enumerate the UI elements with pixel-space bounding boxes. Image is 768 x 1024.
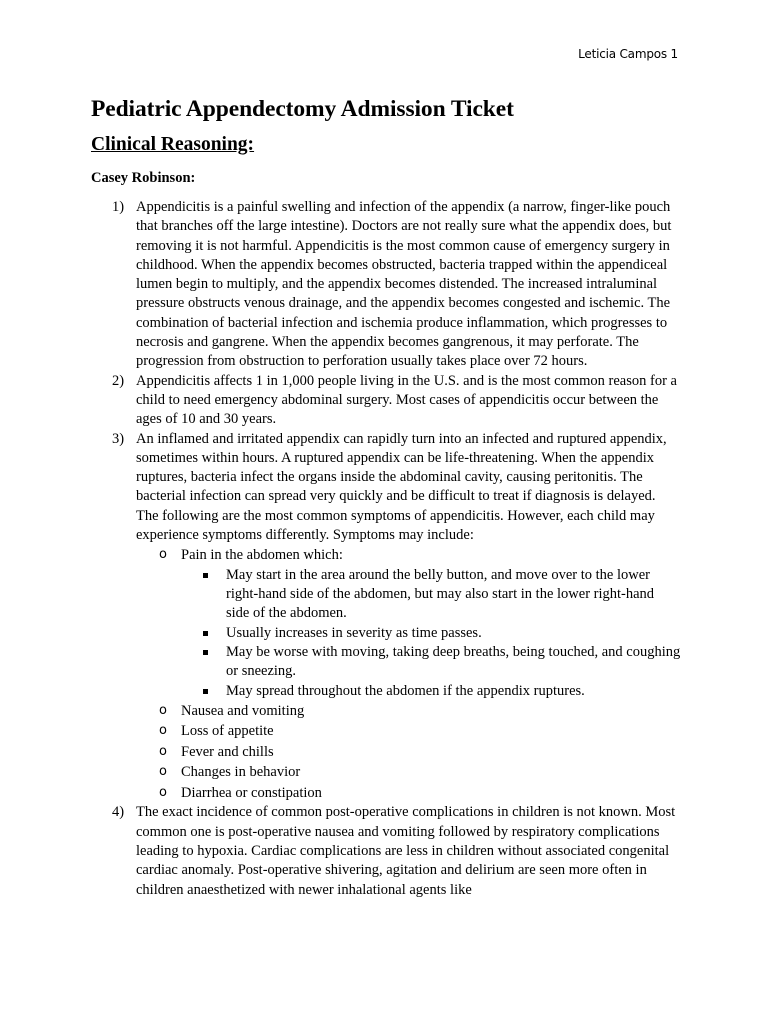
student-name: Casey Robinson: bbox=[91, 170, 196, 186]
symptom-item bbox=[136, 783, 681, 804]
pain-detail-text: May be worse with moving, taking deep breaths, being touched, and coughing or sneezing. bbox=[226, 644, 681, 680]
square-bullet-icon bbox=[203, 689, 208, 694]
numbered-list bbox=[91, 198, 681, 900]
pain-detail-item bbox=[181, 566, 681, 624]
item-text: An inflamed and irritated appendix can rapidly turn into an infected and ruptured appendix, sometimes within hours. A ruptured appendix can be life-threatening. When the appendix ruptures, bacteria infect the organs inside the abdominal cavity, causing peritonitis. The bacterial infection can spread very quickly and be difficult to treat if diagnosis is delayed. The following are the most common symptoms of appendicitis. However, each child may experience symptoms differently. Symptoms may include: bbox=[136, 430, 667, 544]
pain-detail-item bbox=[181, 643, 681, 682]
square-bullet-icon bbox=[203, 631, 208, 636]
circle-bullet-icon: o bbox=[159, 764, 167, 780]
pain-detail-text: May spread throughout the abdomen if the appendix ruptures. bbox=[226, 682, 585, 699]
circle-bullet-icon: o bbox=[159, 743, 167, 759]
item-number: 1) bbox=[112, 199, 125, 215]
symptom-item bbox=[136, 545, 681, 701]
section-heading: Clinical Reasoning: bbox=[91, 134, 255, 155]
symptom-item bbox=[136, 721, 681, 742]
symptom-text: Loss of appetite bbox=[181, 723, 274, 740]
pain-detail-text: May start in the area around the belly button, and move over to the lower right-hand side of the abdomen, but may also start in the lower right-hand side of the abdomen. bbox=[226, 566, 655, 622]
circle-bullet-icon: o bbox=[159, 723, 167, 739]
list-item-3 bbox=[91, 430, 681, 804]
item-text: Appendicitis affects 1 in 1,000 people living in the U.S. and is the most common reason for a child to need emergency abdominal surgery. Most cases of appendicitis occur between the ages of 10 and 30 years. bbox=[136, 372, 677, 428]
symptom-item bbox=[136, 762, 681, 783]
list-item-1 bbox=[91, 198, 681, 372]
symptom-text: Diarrhea or constipation bbox=[181, 784, 322, 801]
page-header: Leticia Campos 1 bbox=[578, 47, 678, 61]
circle-bullet-icon: o bbox=[159, 784, 167, 800]
circle-bullet-icon: o bbox=[159, 702, 167, 718]
square-bullet-icon bbox=[203, 573, 208, 578]
symptom-item bbox=[136, 701, 681, 722]
pain-detail-list bbox=[181, 566, 681, 701]
list-item-4 bbox=[91, 803, 681, 899]
circle-bullet-icon: o bbox=[159, 547, 167, 563]
item-number: 3) bbox=[112, 430, 125, 447]
square-bullet-icon bbox=[203, 650, 208, 655]
list-item-2 bbox=[91, 372, 681, 430]
symptom-text: Nausea and vomiting bbox=[181, 702, 305, 719]
symptom-item bbox=[136, 742, 681, 763]
document-title: Pediatric Appendectomy Admission Ticket bbox=[91, 96, 514, 122]
pain-detail-item bbox=[181, 682, 681, 701]
item-number: 4) bbox=[112, 804, 125, 821]
symptom-list bbox=[136, 545, 681, 803]
document-body bbox=[91, 92, 681, 900]
symptom-text: Fever and chills bbox=[181, 743, 274, 760]
symptom-text: Pain in the abdomen which: bbox=[181, 547, 343, 564]
item-text: Appendicitis is a painful swelling and infection of the appendix (a narrow, finger-like pouch that branches off the large intestine). Doctors are not really sure what the appendix does, but removing it is not harmful. Appendicitis is the most common cause of emergency surgery in childhood. When the appendix becomes obstructed, bacteria trapped within the appendiceal lumen begin to multiply, and the appendix becomes distended. The increased intraluminal pressure obstructs venous drainage, and the appendix becomes congested and ischemic. The combination of bacterial infection and ischemia produce inflammation, which progresses to necrosis and gangrene. When the appendix becomes gangrenous, it may perforate. The progression from obstruction to perforation usually takes place over 72 hours. bbox=[136, 199, 672, 370]
item-number: 2) bbox=[112, 372, 125, 389]
pain-detail-item bbox=[181, 624, 681, 643]
pain-detail-text: Usually increases in severity as time passes. bbox=[226, 624, 482, 641]
item-text: The exact incidence of common post-operative complications in children is not known. Most common one is post-operative nausea and vomiting followed by respiratory complications leading to hypoxia. Cardiac complications are less in children without associated congenital cardiac anomaly. Post-operative shivering, agitation and delirium are seen more often in children anaesthetized with newer inhalational agents like bbox=[136, 804, 676, 898]
symptom-text: Changes in behavior bbox=[181, 764, 301, 781]
